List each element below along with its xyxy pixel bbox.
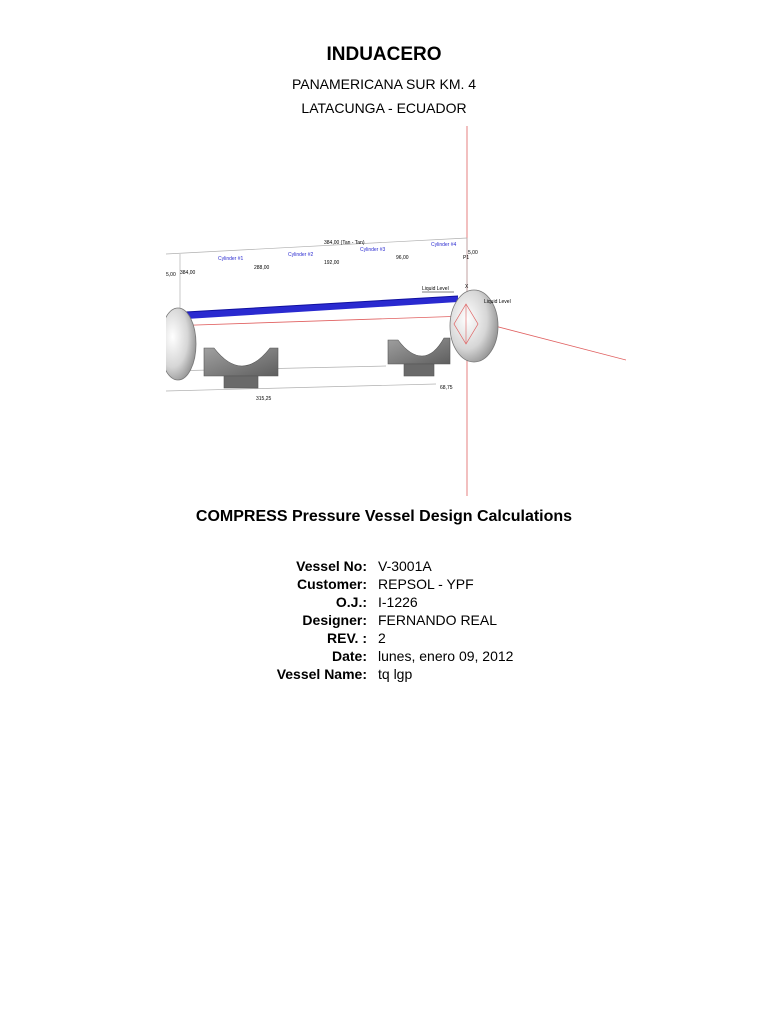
rev-row <box>0 630 768 648</box>
rev-value: 2 <box>378 630 386 646</box>
vessel-info-table <box>0 558 768 684</box>
right-saddle <box>388 338 450 376</box>
customer-value: REPSOL - YPF <box>378 576 474 592</box>
dim-right-edge: 5,00 <box>468 250 478 256</box>
customer-label: Customer: <box>296 576 367 592</box>
axis-x-label: X <box>465 284 469 290</box>
cylinder-label-1: Cylinder #1 <box>218 256 244 262</box>
oj-row <box>0 594 768 612</box>
designer-row <box>0 612 768 630</box>
date-value: lunes, enero 09, 2012 <box>378 648 514 664</box>
dim-overall: 384,00 (Tan - Tan) <box>324 240 365 246</box>
left-saddle <box>204 348 278 388</box>
vessel-name-value: tq lgp <box>378 666 413 682</box>
liquid-level-label-2: Liquid Level <box>484 299 511 305</box>
marker-p: P1 <box>463 255 470 261</box>
date-row <box>0 648 768 666</box>
cylinder-dim-3: 96,00 <box>396 255 409 261</box>
cylinder-label-4: Cylinder #4 <box>431 242 457 248</box>
saddle-right-dim: 68,75 <box>440 385 453 391</box>
address-line-1: PANAMERICANA SUR KM. 4 <box>291 76 477 92</box>
oj-label: O.J.: <box>335 594 367 610</box>
date-label: Date: <box>331 648 367 664</box>
oj-value: I-1226 <box>378 594 418 610</box>
document-title: COMPRESS Pressure Vessel Design Calculations <box>195 508 573 525</box>
designer-value: FERNANDO REAL <box>378 612 498 628</box>
liquid-level-label-1: Liquid Level <box>422 286 449 292</box>
vessel-no-value: V-3001A <box>378 558 432 574</box>
cylinder-dim-1: 288,00 <box>254 265 270 271</box>
company-name: INDUACERO <box>326 44 442 65</box>
dim-left-edge: 5,00 <box>166 272 176 278</box>
rev-label: REV. : <box>327 630 367 646</box>
vessel-shell <box>186 296 458 319</box>
vessel-drawing <box>166 126 626 496</box>
address-line-2: LATACUNGA - ECUADOR <box>301 100 467 116</box>
cylinder-label-2: Cylinder #2 <box>288 252 314 258</box>
vessel-no-row <box>0 558 768 576</box>
dim-left: 384,00 <box>180 270 196 276</box>
vessel-no-label: Vessel No: <box>296 558 367 574</box>
cylinder-label-3: Cylinder #3 <box>360 247 386 253</box>
designer-label: Designer: <box>302 612 367 628</box>
cylinder-dim-2: 192,00 <box>324 260 340 266</box>
left-head <box>166 308 196 380</box>
saddle-left-dim: 315,25 <box>256 396 272 402</box>
vessel-name-row <box>0 666 768 684</box>
vessel-name-label: Vessel Name: <box>276 666 367 682</box>
customer-row <box>0 576 768 594</box>
